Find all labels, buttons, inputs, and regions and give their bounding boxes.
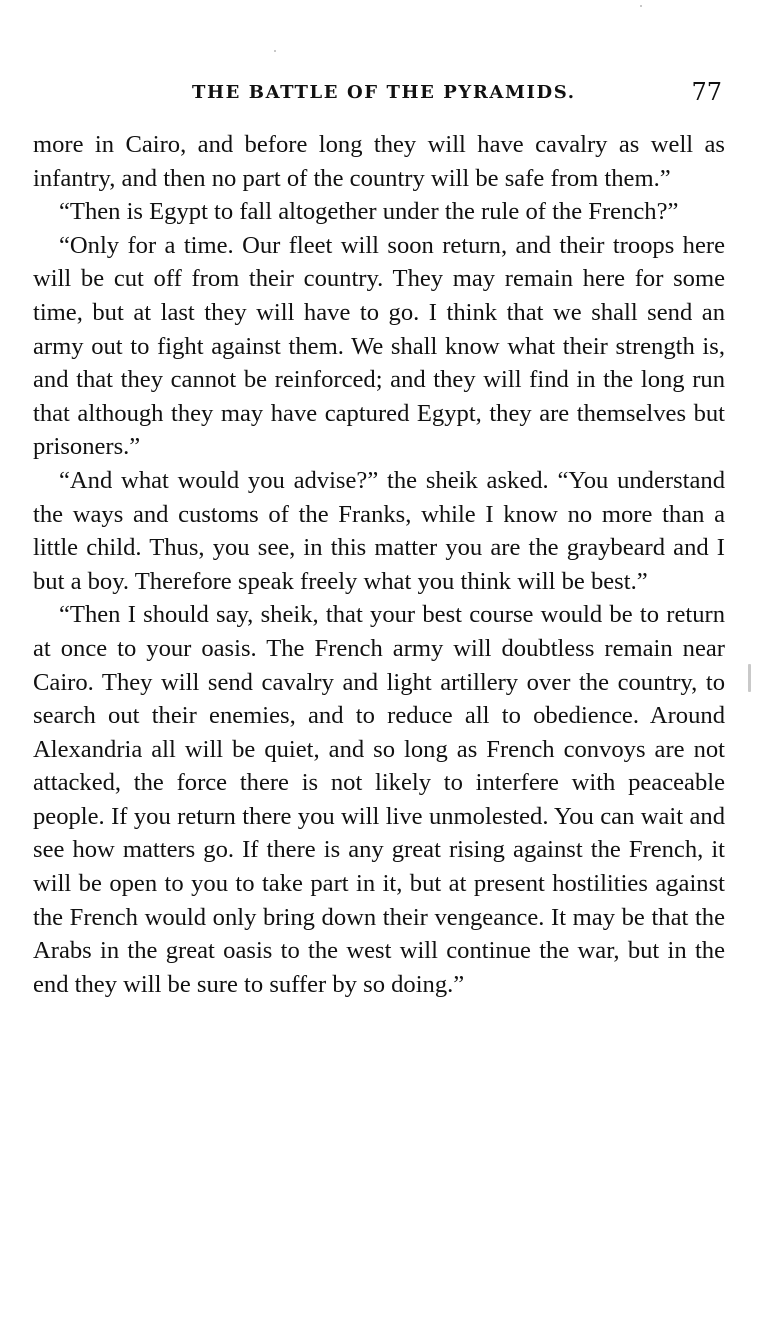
paragraph: “Then I should say, sheik, that your best course would be to return at once to your oasis. The French army will doubtless remain near Cairo. They will send cavalry and light artillery over the country, to search out their enemies, and to reduce all to obedience. Around Alexandria all will be quiet, and so long as French convoys are not attacked, the force there is not likely to interfere with peaceable people. If you return there you will live unmolested. You can wait and see how matters go. If there is any great rising against the French, it will be open to you to take part in it, but at present hostilities against the French would only bring down their vengeance. It may be that the Arabs in the great oasis to the west will continue the war, but in the end they will be sure to suffer by so doing.” <box>33 601 725 998</box>
page-header <box>30 78 730 110</box>
scan-speck <box>748 664 751 692</box>
running-title: THE BATTLE OF THE PYRAMIDS. <box>192 82 576 103</box>
paragraph: “And what would you advise?” the sheik asked. “You understand the ways and customs of the Franks, while I know no more than a little child. Thus, you see, in this matter you are the graybeard and I but a boy. Therefore speak freely what you think will be best.” <box>33 466 725 595</box>
scan-speck <box>274 50 276 52</box>
paragraph: “Only for a time. Our fleet will soon return, and their troops here will be cut off from their country. They may remain here for some time, but at last they will have to go. I think that we shall send an army out to fight against them. We shall know what their strength is, and that they cannot be reinforced; and they will find in the long run that although they may have captured Egypt, they are themselves but prisoners.” <box>33 231 725 461</box>
scan-speck <box>640 5 642 7</box>
body-text <box>33 128 725 1001</box>
paragraph: more in Cairo, and before long they will have cavalry as well as infantry, and then no part of the country will be safe from them.” <box>33 131 725 192</box>
page-number: 77 <box>691 78 722 106</box>
paragraph: “Then is Egypt to fall altogether under the rule of the French?” <box>59 198 679 226</box>
